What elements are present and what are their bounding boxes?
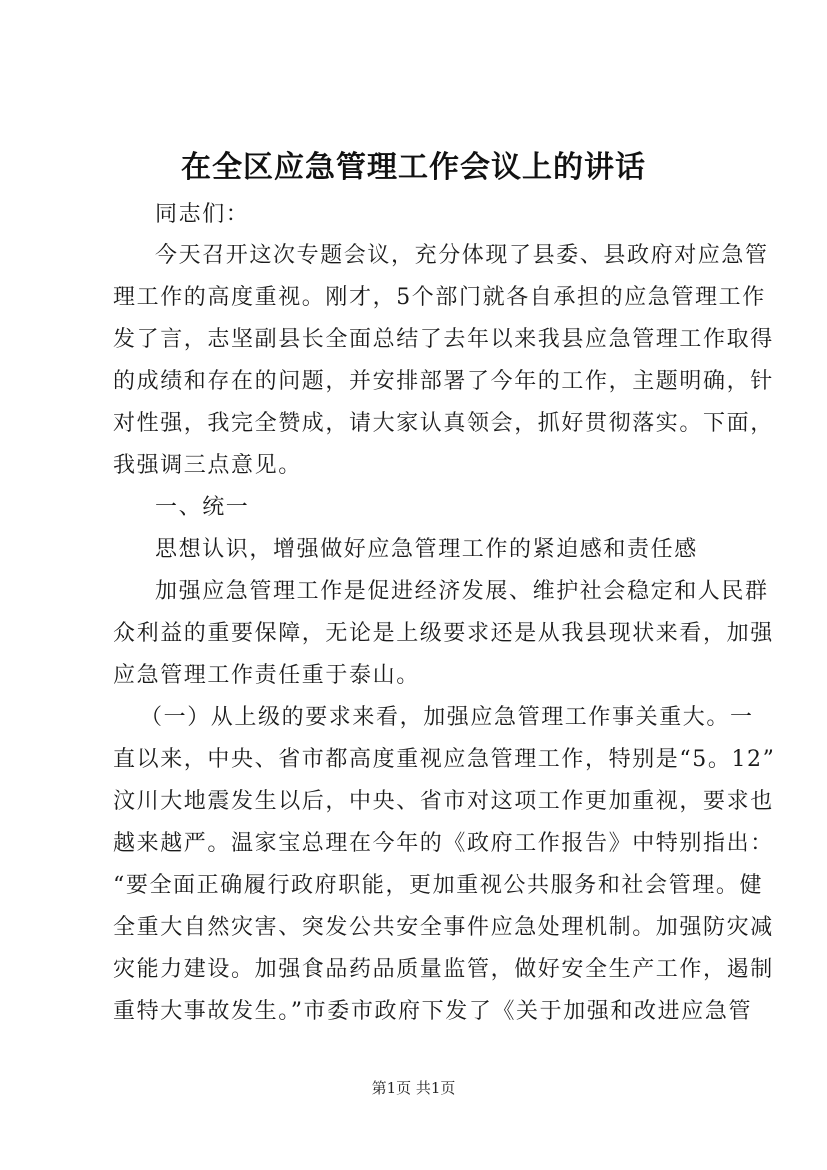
salutation: 同志们：	[155, 202, 250, 227]
body-line: 应急管理工作责任重于泰山。	[113, 663, 420, 688]
body-line: 理工作的高度重视。刚才，5个部门就各自承担的应急管理工作	[113, 285, 766, 310]
section-heading-continued: 思想认识，增强做好应急管理工作的紧迫感和责任感	[155, 537, 698, 562]
body-line: （一）从上级的要求来看，加强应急管理工作事关重大。一	[140, 705, 754, 730]
body-line: 发了言，志坚副县长全面总结了去年以来我县应急管理工作取得	[113, 327, 774, 352]
body-line: 我强调三点意见。	[113, 453, 302, 478]
body-line: 越来越严。温家宝总理在今年的《政府工作报告》中特别指出：	[113, 831, 774, 856]
body-line: 的成绩和存在的问题，并安排部署了今年的工作，主题明确，针	[113, 369, 774, 394]
section-heading: 一、统一	[155, 495, 250, 520]
body-line: 对性强，我完全赞成，请大家认真领会，抓好贯彻落实。下面，	[113, 411, 774, 436]
body-line: 直以来，中央、省市都高度重视应急管理工作，特别是“5。12”	[113, 747, 776, 772]
body-line: 加强应急管理工作是促进经济发展、维护社会稳定和人民群	[155, 579, 769, 604]
body-line: 全重大自然灾害、突发公共安全事件应急处理机制。加强防灾减	[113, 915, 774, 940]
body-line: 汶川大地震发生以后，中央、省市对这项工作更加重视，要求也	[113, 789, 774, 814]
body-line: “要全面正确履行政府职能，更加重视公共服务和社会管理。健	[113, 873, 764, 898]
document-title: 在全区应急管理工作会议上的讲话	[181, 150, 646, 185]
page-footer: 第1页 共1页	[371, 1079, 456, 1097]
body-line: 重特大事故发生。”市委市政府下发了《关于加强和改进应急管	[113, 999, 753, 1024]
body-line: 灾能力建设。加强食品药品质量监管，做好安全生产工作，遏制	[113, 957, 774, 982]
body-line: 众利益的重要保障，无论是上级要求还是从我县现状来看，加强	[113, 621, 774, 646]
body-line: 今天召开这次专题会议，充分体现了县委、县政府对应急管	[155, 243, 769, 268]
